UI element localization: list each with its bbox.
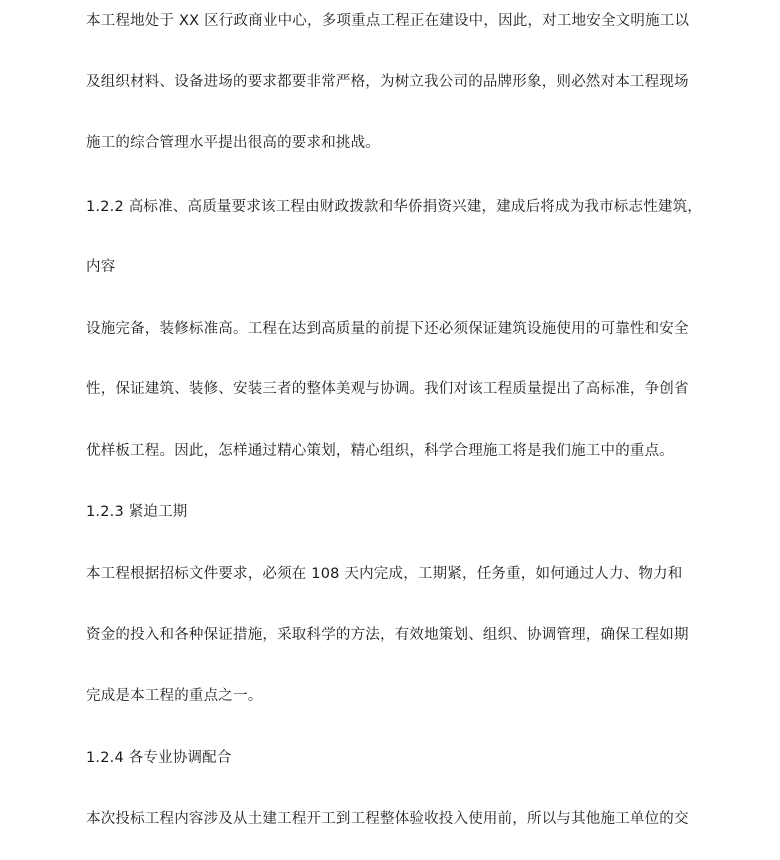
section-heading-1-2-3: 1.2.3 紧迫工期 [86, 504, 188, 520]
paragraph-line: 设施完备，装修标准高。工程在达到高质量的前提下还必须保证建筑设施使用的可靠性和安全 [86, 321, 689, 337]
paragraph-line: 完成是本工程的重点之一。 [86, 688, 263, 704]
paragraph-line: 施工的综合管理水平提出很高的要求和挑战。 [86, 135, 380, 151]
paragraph-line: 内容 [86, 259, 116, 275]
paragraph-line: 性，保证建筑、装修、安装三者的整体美观与协调。我们对该工程质量提出了高标准，争创省 [86, 381, 689, 397]
paragraph-line: 本工程根据招标文件要求，必须在 108 天内完成，工期紧，任务重，如何通过人力、物力和 [86, 566, 683, 582]
paragraph-line: 及组织材料、设备进场的要求都要非常严格，为树立我公司的品牌形象，则必然对本工程现场 [86, 74, 689, 90]
paragraph-line: 本次投标工程内容涉及从土建工程开工到工程整体验收投入使用前，所以与其他施工单位的交 [86, 811, 689, 827]
paragraph-line: 优样板工程。因此，怎样通过精心策划，精心组织，科学合理施工将是我们施工中的重点。 [86, 443, 674, 459]
section-heading-1-2-2: 1.2.2 高标准、高质量要求该工程由财政拨款和华侨捐资兴建，建成后将成为我市标志性建筑， [86, 199, 702, 215]
section-heading-1-2-4: 1.2.4 各专业协调配合 [86, 750, 232, 766]
paragraph-line: 本工程地处于 XX 区行政商业中心，多项重点工程正在建设中，因此，对工地安全文明施工以 [86, 13, 690, 29]
paragraph-line: 资金的投入和各种保证措施，采取科学的方法，有效地策划、组织、协调管理，确保工程如期 [86, 627, 689, 643]
